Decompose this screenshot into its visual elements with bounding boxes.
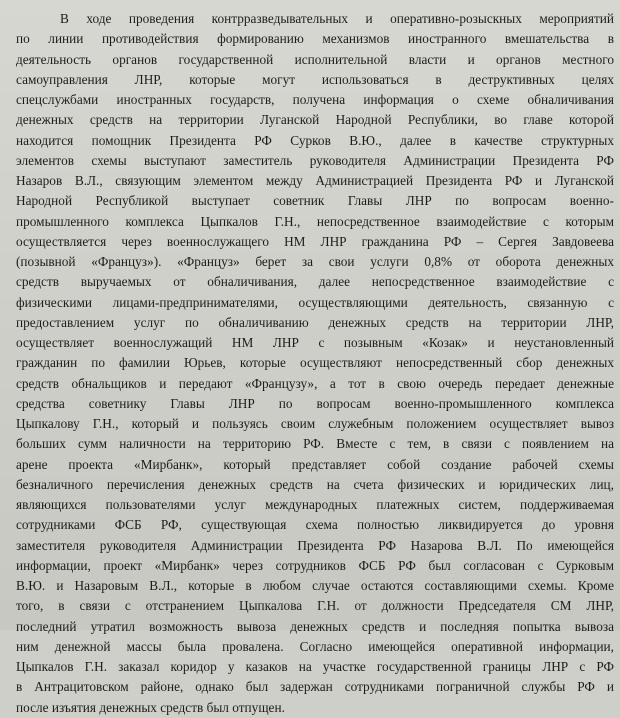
text-line: по линии противодействия формированию механизмов иностранного вмешательства в <box>16 31 614 47</box>
text-line: арене проекта «Мирбанк», который представляет собой создание рабочей схемы <box>16 456 614 472</box>
text-line: (позывной «Француз»). «Француз» берет за свои услуги 0,8% от оборота денежных <box>16 254 614 269</box>
text-line: находится помощник Президента РФ Сурков В.Ю., далее в качестве структурных <box>16 132 614 148</box>
text-line: средств выручаемых от обналичивания, далее непосредственное взаимодействие с <box>16 274 614 290</box>
text-line: спецслужбами иностранных государств, получена информация о схеме обналичивания <box>16 92 614 107</box>
text-line: В ходе проведения контрразведывательных и оперативно-розыскных мероприятий <box>60 11 614 26</box>
text-line: средств обнальщиков и передают «Французу», а тот в свою очередь передает денежные <box>16 375 614 391</box>
text-line: в Антрацитовском районе, однако был задержан сотрудниками пограничной службы РФ и <box>16 679 614 695</box>
text-line: элементов схемы выступают заместитель руководителя Администрации Президента РФ <box>16 152 614 168</box>
text-line: безналичного перечисления денежных средств на счета физических и юридических лиц, <box>16 476 614 492</box>
text-line: являющихся пользователями услуг международных платежных систем, поддерживаемая <box>16 497 614 512</box>
text-line: предоставлением услуг по обналичиванию денежных средств на территории ЛНР, <box>16 314 614 330</box>
text-line: Назаров В.Л., связующим элементом между Администрацией Президента РФ и Луганской <box>16 173 614 188</box>
text-line: денежных средств на территории Луганской Народной Республики, во главе которой <box>16 112 614 128</box>
text-line: после изъятия денежных средств был отпущен. <box>16 699 285 715</box>
text-line: ним денежной массы была провалена. Согласно имеющейся оперативной информации, <box>16 638 614 654</box>
text-line: средства советнику Главы ЛНР по вопросам военно-промышленного комплекса <box>16 395 614 411</box>
text-line: Цыпкалову Г.Н., который и пользуясь своим служебным положением осуществляет вывоз <box>16 416 614 431</box>
text-line: В.Ю. и Назаровым В.Л., которые в любом случае остаются составляющими схемы. Кроме <box>16 578 614 593</box>
text-line: Народной Республикой выступает советник Главы ЛНР по вопросам военно- <box>16 193 614 209</box>
text-line: Цыпкалов Г.Н. заказал коридор у казаков на участке государственной границы ЛНР с РФ <box>16 659 614 674</box>
text-line: самоуправления ЛНР, которые могут использоваться в деструктивных целях <box>16 71 614 87</box>
text-line: информации, проект «Мирбанк» через сотрудников ФСБ РФ был согласован с Сурковым <box>16 557 614 573</box>
text-line: гражданин по фамилии Юрьев, которые осуществляют непосредственный сбор денежных <box>16 355 614 371</box>
text-line: больших сумм наличности на территорию РФ. Вместе с тем, в связи с появлением на <box>16 436 614 452</box>
text-line: физическими лицами-предпринимателями, осуществляющими деятельность, связанную с <box>16 294 614 310</box>
text-line: того, в связи с отстранением Цыпкалова Г.Н. от должности Председателя СМ ЛНР, <box>16 598 614 614</box>
text-line: заместителя руководителя Администрации Президента РФ Назарова В.Л. По имеющейся <box>16 537 614 553</box>
report-paragraph <box>16 9 614 718</box>
text-line: осуществляется через военнослужащего НМ ЛНР гражданина РФ – Сергея Завдовеева <box>16 233 614 249</box>
text-line: осуществляет военнослужащий НМ ЛНР с позывным «Козак» и неустановленный <box>16 335 614 350</box>
text-line: промышленного комплекса Цыпкалов Г.Н., непосредственное взаимодействие с которым <box>16 213 614 229</box>
text-line: деятельность органов государственной исполнительной власти и органов местного <box>16 51 614 67</box>
text-line: последний утратил возможность вывоза денежных средств и последняя попытка вывоза <box>16 618 614 634</box>
text-line: сотрудниками ФСБ РФ, существующая схема полностью ликвидируется до уровня <box>16 517 614 533</box>
